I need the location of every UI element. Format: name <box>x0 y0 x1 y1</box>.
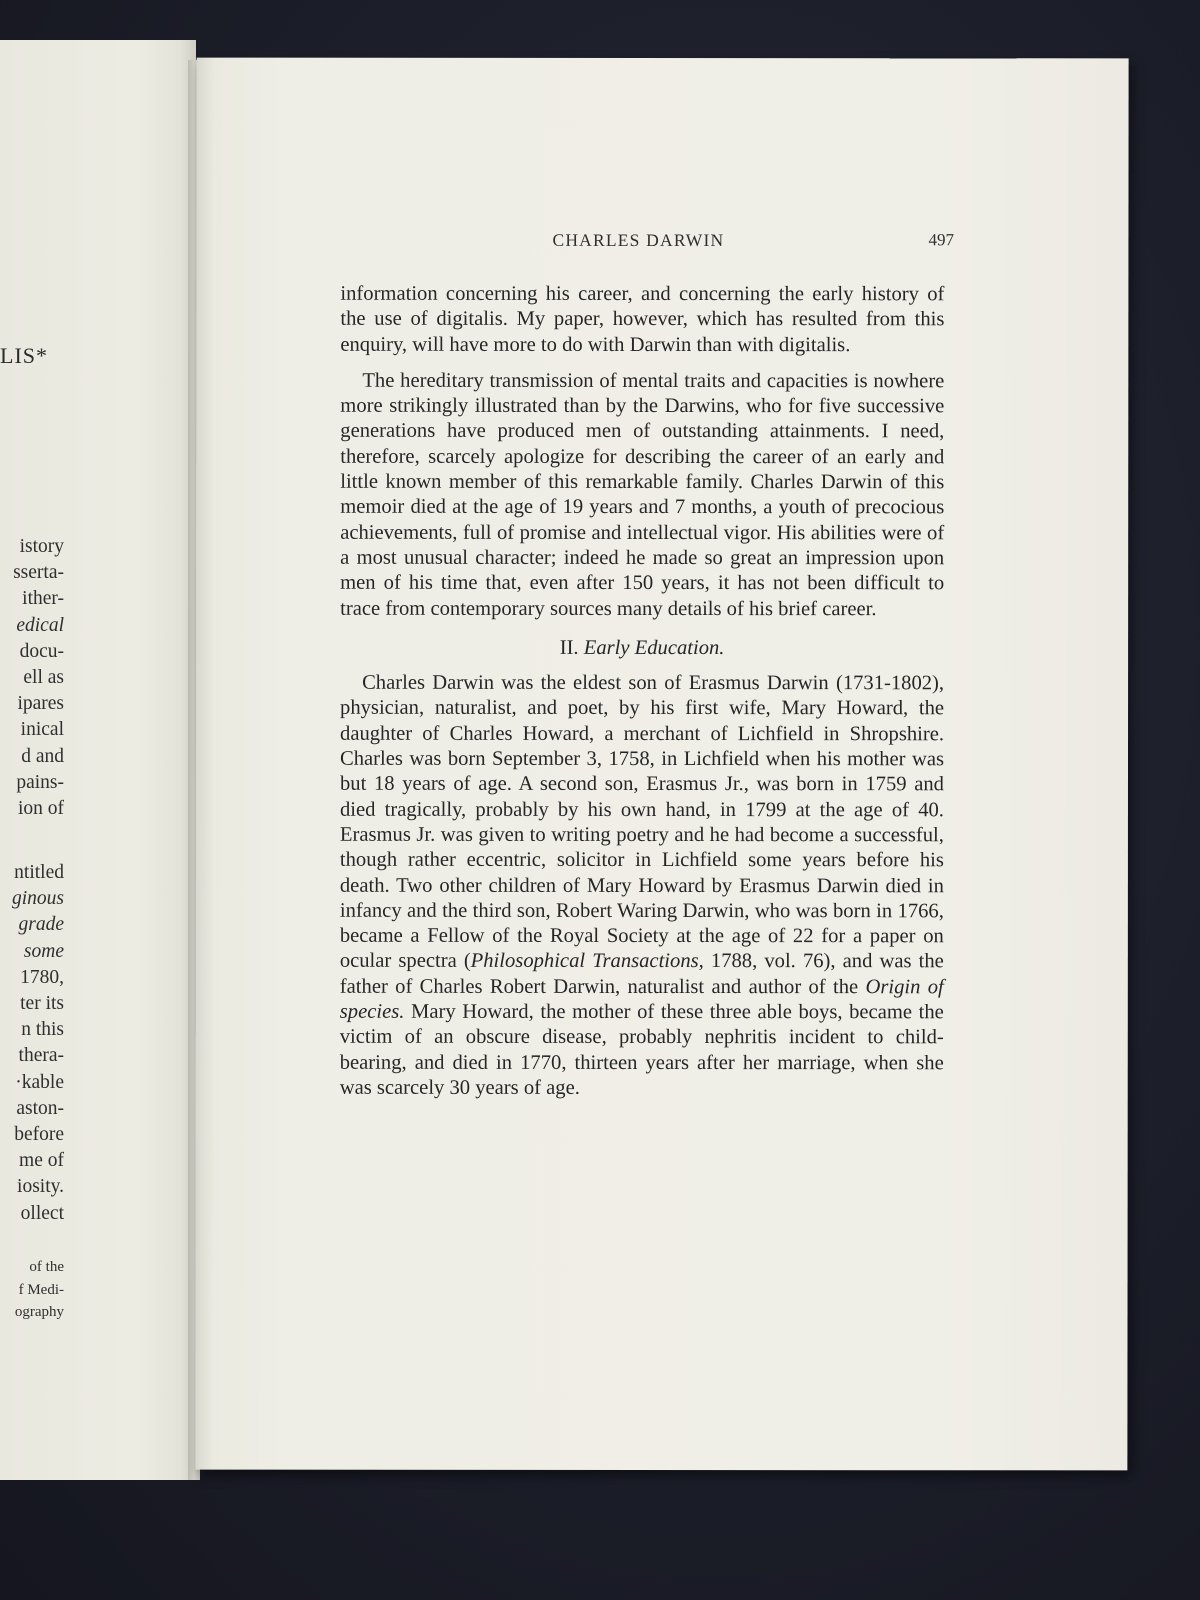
left-page-line: ·kable <box>15 1071 64 1093</box>
left-page-line: grade <box>18 914 64 936</box>
paragraph-2: The hereditary transmission of mental traits and capacities is nowhere more strikingly illustrated than by the Darwins, who for five successive generations have produced men of outstanding attainments. I need, therefore, scarcely apologize for describing the career of an early and little known member of this remarkable family. Charles Darwin of this memoir died at the age of 19 years and 7 months, a youth of precocious achievements, full of promise and intellectual vigor. His abilities were of a most unusual character; indeed he made so great an impression upon men of his time that, even after 150 years, it has not been difficult to trace from contemporary sources many details of his brief career. <box>340 369 945 620</box>
paragraph-3-italic-citation: Philosophical Transactions, <box>470 950 704 973</box>
left-page-line: ollect <box>20 1202 64 1224</box>
left-page-line: ell as <box>23 667 64 689</box>
left-page-line: ither- <box>22 588 64 610</box>
running-head <box>196 230 1128 255</box>
left-page-line: ion of <box>17 798 64 820</box>
left-page-line: ography <box>14 1304 64 1320</box>
left-page-line: pains- <box>16 771 64 793</box>
left-page-line: sserta- <box>13 562 64 584</box>
left-page-line: istory <box>19 536 64 557</box>
left-page-line: 1780, <box>20 966 64 988</box>
section-title: Early Education. <box>583 636 725 659</box>
paragraph-3-part-c: Mary Howard, the mother of these three able boys, became the victim of an obscure disease, probably nephritis incident to child-bearing, and died in 1770, thirteen years after her marriage, when she was scarcely 30 years of age. <box>339 1000 944 1099</box>
left-page-line: aston- <box>16 1097 64 1119</box>
paragraph-3-part-b: 1788, vol. 76), and was the father of Charles Robert Darwin, naturalist and author of the <box>339 950 944 998</box>
left-page-line: ginous <box>11 888 64 910</box>
body-text <box>340 282 945 1113</box>
left-page-heading: LIS* <box>0 343 48 368</box>
left-page-line: d and <box>21 745 64 767</box>
left-page-line: of the <box>29 1259 64 1275</box>
left-page-line: docu- <box>19 640 64 662</box>
section-number: II. <box>559 636 579 659</box>
left-page-footnote <box>15 1256 64 1324</box>
running-title: CHARLES DARWIN <box>552 229 725 251</box>
left-page-line: f Medi- <box>18 1281 64 1298</box>
paragraph-1: information concerning his career, and concerning the early history of the use of digitalis. My paper, however, which has resulted from this enquiry, will have more to do with Darwin than with digitalis. <box>340 282 945 356</box>
left-page-line: n this <box>21 1019 64 1041</box>
left-page-line: before <box>14 1124 64 1146</box>
section-heading <box>340 636 944 662</box>
left-page-line: ntitled <box>14 862 64 883</box>
page-number: 497 <box>928 230 954 250</box>
paragraph-3-part-a: Charles Darwin was the eldest son of Erasmus Darwin (1731-1802), physician, naturalist, and poet, by his first wife, Mary Howard, the daughter of Charles Howard, a merchant of Lichfield in Shropshire. Charles was born September 3, 1758, in Lichfield when his mother was but 18 years of age. A second son, Erasmus Jr., was born in 1759 and died tragically, probably by his own hand, in 1799 at the age of 40. Erasmus Jr. was given to writing poetry and he had become a successful, though rather eccentric, solicitor in Lichfield some years before his death. Two other children of Mary Howard by Erasmus Darwin died in infancy and the third son, Robert Waring Darwin, who was born in 1766, became a Fellow of the Royal Society at the age of 22 for a paper on ocular spectra ( <box>339 671 945 973</box>
left-page-line: me of <box>19 1150 64 1172</box>
paragraph-3 <box>340 671 944 1102</box>
left-page-line: thera- <box>18 1045 64 1067</box>
left-page-line: iosity. <box>17 1176 64 1198</box>
left-page-text-group-1 <box>13 534 64 822</box>
left-page-line: ter its <box>20 993 64 1015</box>
left-page-line: some <box>23 940 64 962</box>
right-page <box>195 58 1128 1471</box>
left-page-line: inical <box>20 719 64 741</box>
left-page-line: edical <box>16 614 64 636</box>
paragraph-3-italic-title: Origin of species. <box>339 975 944 1023</box>
left-page <box>0 40 196 1480</box>
left-page-text-group-2 <box>12 860 64 1227</box>
left-page-line: ipares <box>17 693 64 715</box>
